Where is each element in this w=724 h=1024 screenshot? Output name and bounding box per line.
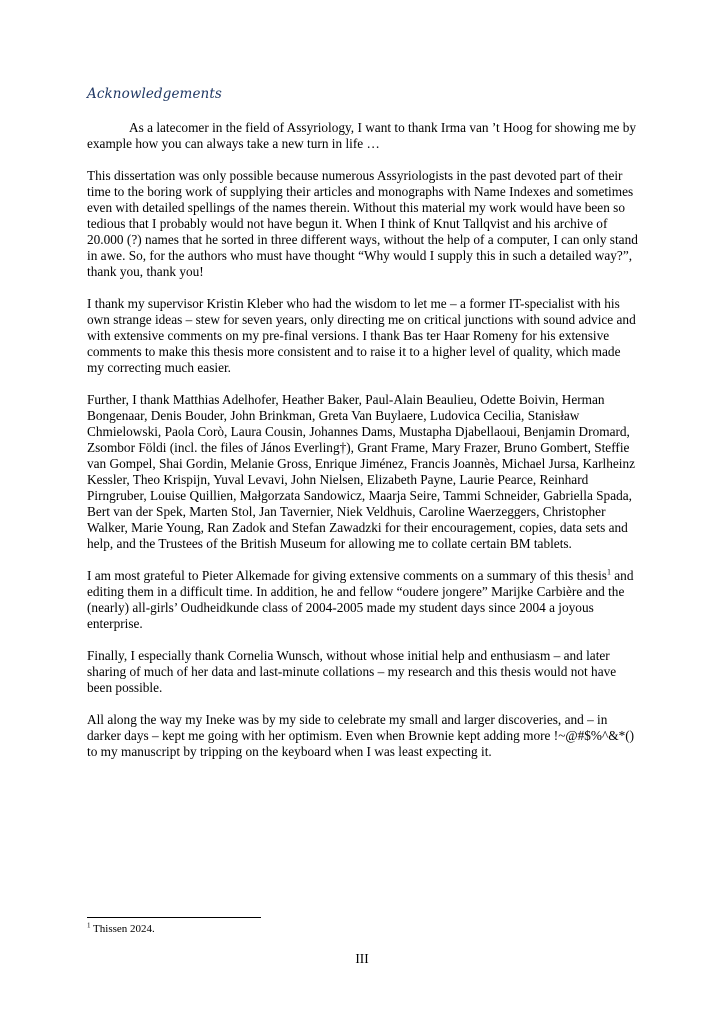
footnote-marker: 1 [87, 921, 91, 930]
footnote-reference: 1 [606, 567, 611, 577]
footnote-text: Thissen 2024. [90, 923, 155, 935]
paragraph-6: Finally, I especially thank Cornelia Wunsch, without whose initial help and enthusiasm – and later sharing of much of her data and last-minute collations – my research and this thesis would not have been possible. [87, 648, 617, 695]
footnote [87, 923, 155, 936]
paragraph-7: All along the way my Ineke was by my side to celebrate my small and larger discoveries, and – in darker days – kept me going with her optimism. Even when Brownie kept adding more !~@#$%^&*() to my manuscript by tripping on the keyboard when I was least expecting it. [87, 712, 635, 759]
section-heading: Acknowledgements [87, 86, 222, 102]
paragraph-2: This dissertation was only possible because numerous Assyriologists in the past devoted part of their time to the boring work of supplying their articles and monographs with Name Indexes and sometimes even with detailed spellings of the names therein. Without this material my work would have been so tedious that I probably would not have begun it. When I think of Knut Tallqvist and his archive of 20.000 (?) names that he sorted in three different ways, without the help of a computer, I can only stand in awe. So, for the authors who must have thought “Why would I supply this in such a detailed way?”, thank you, thank you! [87, 168, 638, 279]
page-number: III [355, 951, 369, 966]
paragraph-5-text-end: and editing them in a difficult time. In addition, he and fellow “oudere jongere” Marijke Carbière and the (nearly) all-girls’ Oudheidkunde class of 2004-2005 made my student days since 2004 a joyous enterprise. [87, 568, 634, 631]
paragraph-5-text-start: I am most grateful to Pieter Alkemade for giving extensive comments on a summary of this thesis [87, 568, 607, 583]
body-text [87, 120, 639, 776]
paragraph-1: As a latecomer in the field of Assyriology, I want to thank Irma van ’t Hoog for showing me by example how you can always take a new turn in life … [87, 120, 637, 151]
paragraph-4: Further, I thank Matthias Adelhofer, Heather Baker, Paul-Alain Beaulieu, Odette Boivin, Herman Bongenaar, Denis Bouder, John Brinkman, Greta Van Buylaere, Ludovica Cecilia, Stanisław Chmielowski, Paola Corò, Laura Cousin, Johannes Dams, Mustapha Djabellaoui, Benjamin Dromard, Zsombor Földi (incl. the files of János Everling†), Grant Frame, Mary Frazer, Bruno Gombert, Steffie van Gompel, Shai Gordin, Melanie Gross, Enrique Jiménez, Francis Joannès, Michael Jursa, Karlheinz Kessler, Theo Krispijn, Yuval Levavi, John Nielsen, Elizabeth Payne, Laurie Pearce, Reinhard Pirngruber, Louise Quillien, Małgorzata Sandowicz, Maarja Seire, Tammi Schneider, Gabriella Spada, Bert van der Spek, Marten Stol, Jan Tavernier, Niek Veldhuis, Caroline Waerzeggers, Christopher Walker, Marie Young, Ran Zadok and Stefan Zawadzki for their encouragement, copies, data sets and help, and the Trustees of the British Museum for allowing me to collate certain BM tablets. [87, 392, 635, 551]
footnote-separator [87, 917, 261, 918]
paragraph-5 [87, 568, 639, 632]
paragraph-3: I thank my supervisor Kristin Kleber who had the wisdom to let me – a former IT-specialist with his own strange ideas – stew for seven years, only directing me on critical junctions with sound advice and with extensive comments on my pre-final versions. I thank Bas ter Haar Romeny for his extensive comments to make this thesis more consistent and to raise it to a higher level of quality, which made my correcting much easier. [87, 296, 636, 375]
